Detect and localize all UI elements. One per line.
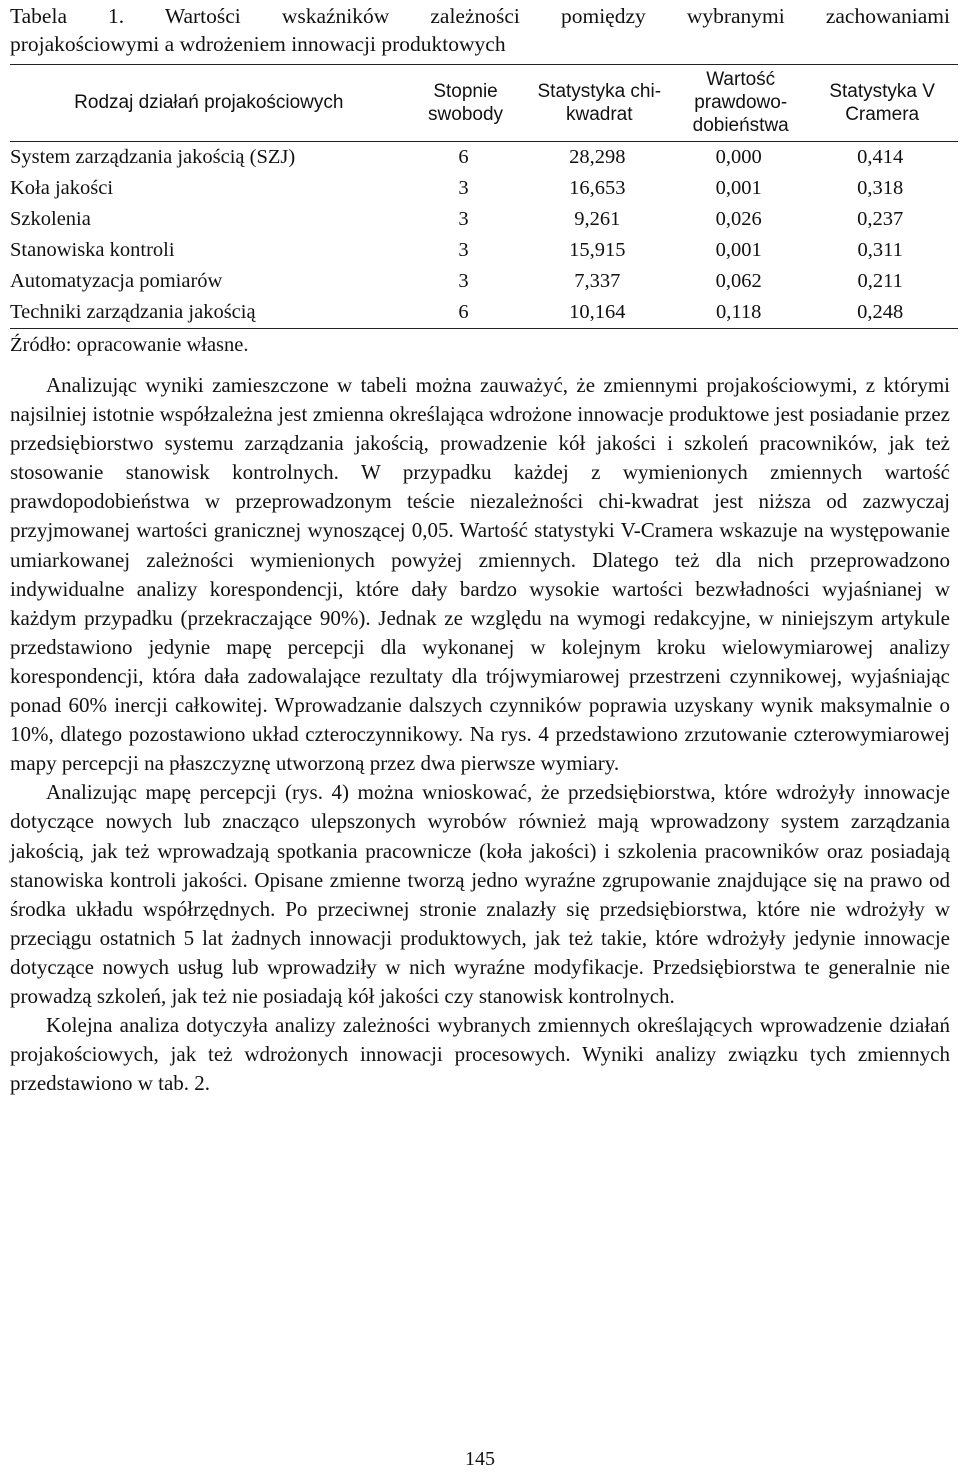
header-degrees-of-freedom: Stopnie swobody	[408, 65, 524, 142]
cell-chi-square: 10,164	[523, 297, 675, 329]
body-text	[10, 371, 950, 1098]
cell-chi-square: 16,653	[569, 177, 626, 199]
cell-chi-square: 15,915	[569, 239, 626, 261]
cell-cramers-v: 0,237	[857, 208, 904, 230]
table-row	[10, 142, 958, 174]
table-caption: Tabela 1. Wartości wskaźników zależności pomiędzy wybranymi zachowaniami	[10, 4, 950, 28]
row-label: Techniki zarządzania jakością	[10, 297, 408, 329]
cell-df: 3	[458, 177, 469, 199]
cell-cramers-v: 0,318	[857, 177, 904, 199]
cell-df: 6	[408, 297, 524, 329]
cell-cramers-v: 0,414	[857, 146, 904, 168]
cell-chi-square: 28,298	[569, 146, 626, 168]
row-label: Automatyzacja pomiarów	[10, 270, 223, 292]
cell-chi-square: 9,261	[574, 208, 621, 230]
row-label: Stanowiska kontroli	[10, 239, 175, 261]
results-table	[10, 64, 958, 329]
table-row	[10, 204, 958, 235]
cell-cramers-v: 0,311	[857, 239, 903, 261]
cell-p-value: 0,062	[715, 270, 762, 292]
cell-p-value: 0,000	[715, 146, 762, 168]
paragraph: Kolejna analiza dotyczyła analizy zależności wybranych zmiennych określających wprowadzenie działań projakościowych, jak też wdrożonych innowacji procesowych. Wyniki analizy związku tych zmiennych przedstawiono w tab. 2.	[10, 1013, 950, 1096]
table-row	[10, 173, 958, 204]
table-header-row	[10, 65, 958, 142]
cell-p-value: 0,001	[715, 239, 762, 261]
header-cramers-v: Statystyka V Cramera	[806, 65, 958, 142]
table-source-note: Źródło: opracowanie własne.	[10, 334, 249, 356]
cell-chi-square: 7,337	[574, 270, 621, 292]
table-caption-continued: projakościowymi a wdrożeniem innowacji produktowych	[10, 32, 506, 56]
cell-cramers-v: 0,211	[857, 270, 903, 292]
table-row	[10, 235, 958, 266]
table-row	[10, 297, 958, 329]
paragraph: Analizując wyniki zamieszczone w tabeli można zauważyć, że zmiennymi projakościowymi, z którymi najsilniej istotnie współzależna jest zmienna określająca wdrożone innowacje produktowe jest posiadanie przez przedsiębiorstwo systemu zarządzania jakością, prowadzenie kół jakości i szkoleń pracowników, jak też stosowanie stanowisk kontrolnych. W przypadku każdej z wymienionych zmiennych wartość prawdopodobieństwa w przeprowadzonym teście niezależności chi-kwadrat jest niższa od zazwyczaj przyjmowanej wartości granicznej wynoszącej 0,05. Wartość statystyki V-Cramera wskazuje na występowanie umiarkowanej zależności wymienionych powyżej zmiennych. Dlatego też dla nich przeprowadzono indywidualne analizy korespondencji, które dały bardzo wysokie wartości bezwładności wyjaśnianej w każdym przypadku (przekraczające 90%). Jednak ze względu na wymogi redakcyjne, w niniejszym artykule przedstawiono jedynie mapę percepcji dla wykonanej w kolejnym kroku wielowymiarowej analizy korespondencji, która dała zadowalające rezultaty dla trójwymiarowej przestrzeni czynnikowej, wyjaśniając ponad 60% inercji całkowitej. Wprowadzanie dalszych czynników poprawia uzyskany wynik maksymalnie o 10%, dlatego pozostawiono układ czteroczynnikowy. Na rys. 4 przedstawiono zrzutowanie czterowymiarowej mapy percepcji na płaszczyznę utworzoną przez dwa pierwsze wymiary.	[10, 373, 950, 776]
paragraph: Analizując mapę percepcji (rys. 4) można wnioskować, że przedsiębiorstwa, które wdrożyły innowacje dotyczące nowych lub znacząco ulepszonych wyrobów również mają wprowadzony system zarządzania jakością, jak też wprowadzają spotkania pracownicze (koła jakości) i szkolenia pracowników oraz posiadają stanowiska kontroli jakości. Opisane zmienne tworzą jedno wyraźne zgrupowanie znajdujące się na prawo od środka układu współrzędnych. Po przeciwnej stronie znalazły się przedsiębiorstwa, które nie wdrożyły w przeciągu ostatnich 5 lat żadnych innowacji produktowych, jak też takie, które wdrożyły jedynie innowacje dotyczące nowych usług lub wprowadziły w nich wyraźne modyfikacje. Przedsiębiorstwa te generalnie nie prowadzą szkoleń, jak też nie posiadają kół jakości czy stanowisk kontrolnych.	[10, 780, 950, 1008]
header-p-value: Wartość prawdowo-dobieństwa	[675, 65, 806, 142]
cell-df: 6	[458, 146, 469, 168]
cell-df: 3	[458, 239, 469, 261]
page-number: 145	[465, 1448, 495, 1470]
row-label: System zarządzania jakością (SZJ)	[10, 146, 296, 168]
header-chi-square: Statystyka chi-kwadrat	[523, 65, 675, 142]
table-row	[10, 266, 958, 297]
cell-p-value: 0,026	[715, 208, 762, 230]
cell-df: 3	[458, 208, 469, 230]
cell-p-value: 0,001	[715, 177, 762, 199]
row-label: Szkolenia	[10, 208, 91, 230]
cell-cramers-v: 0,248	[806, 297, 958, 329]
cell-df: 3	[458, 270, 469, 292]
cell-p-value: 0,118	[675, 297, 806, 329]
row-label: Koła jakości	[10, 177, 114, 199]
header-activity-type: Rodzaj działań projakościowych	[10, 65, 408, 142]
document-page	[10, 0, 950, 1098]
